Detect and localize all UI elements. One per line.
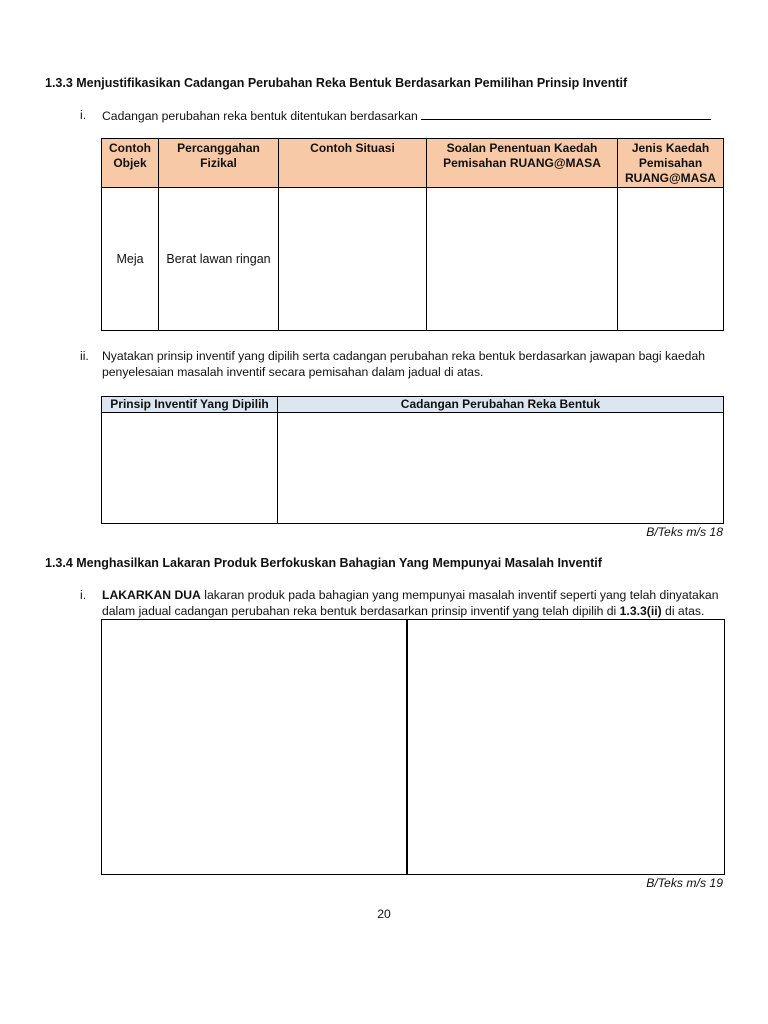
cell-jenis-input[interactable] [618, 188, 724, 331]
sketch-box-2[interactable] [406, 619, 725, 875]
instruction-body: lakaran produk pada bahagian yang mempunyai masalah inventif seperti yang telah dinyatakan dalam jadual cadangan perubahan reka bentuk berdasarkan prinsip inventif yang telah dipilih di [102, 588, 719, 618]
inventive-principle-table [101, 396, 724, 524]
col-header-percanggahan: Percanggahan Fizikal [159, 139, 279, 188]
col-header-prinsip: Prinsip Inventif Yang Dipilih [102, 397, 278, 413]
cell-objek: Meja [102, 188, 159, 331]
sketch-box-1[interactable] [101, 619, 408, 875]
page-number: 20 [377, 907, 391, 921]
col-header-soalan: Soalan Penentuan Kaedah Pemisahan RUANG@MASA [427, 139, 618, 188]
instruction-reference: 1.3.3(ii) [619, 604, 662, 618]
cell-soalan-input[interactable] [427, 188, 618, 331]
col-header-cadangan: Cadangan Perubahan Reka Bentuk [278, 397, 724, 413]
item-ii-text: Nyatakan prinsip inventif yang dipilih serta cadangan perubahan reka bentuk berdasarkan jawapan bagi kaedah penyelesaian masalah inventif secara pemisahan dalam jadual di atas. [102, 349, 706, 379]
answer-blank[interactable] [421, 107, 711, 120]
separation-method-table [101, 138, 724, 331]
item-i-text [102, 107, 724, 124]
cell-percanggahan: Berat lawan ringan [159, 188, 279, 331]
cell-cadangan-input[interactable] [278, 413, 724, 524]
cell-situasi-input[interactable] [279, 188, 427, 331]
textbook-ref-18: B/Teks m/s 18 [646, 525, 723, 539]
item-label-i: i. [80, 108, 87, 122]
item-label-ii: ii. [80, 349, 89, 363]
cell-prinsip-input[interactable] [102, 413, 278, 524]
item-i-sentence: Cadangan perubahan reka bentuk ditentukan berdasarkan [102, 109, 418, 123]
textbook-ref-19: B/Teks m/s 19 [646, 876, 723, 890]
section-heading-134: 1.3.4 Menghasilkan Lakaran Produk Berfokuskan Bahagian Yang Mempunyai Masalah Inventif [45, 556, 602, 570]
col-header-contoh-objek: Contoh Objek [102, 139, 159, 188]
instruction-emphasis: LAKARKAN DUA [102, 588, 201, 602]
col-header-jenis-kaedah: Jenis Kaedah Pemisahan RUANG@MASA [618, 139, 724, 188]
col-header-contoh-situasi: Contoh Situasi [279, 139, 427, 188]
item-label-i-134: i. [80, 588, 87, 602]
item-i-134-text [102, 587, 727, 619]
instruction-end: di atas. [661, 604, 705, 618]
section-heading-133: 1.3.3 Menjustifikasikan Cadangan Perubahan Reka Bentuk Berdasarkan Pemilihan Prinsip Inventif [45, 76, 628, 90]
